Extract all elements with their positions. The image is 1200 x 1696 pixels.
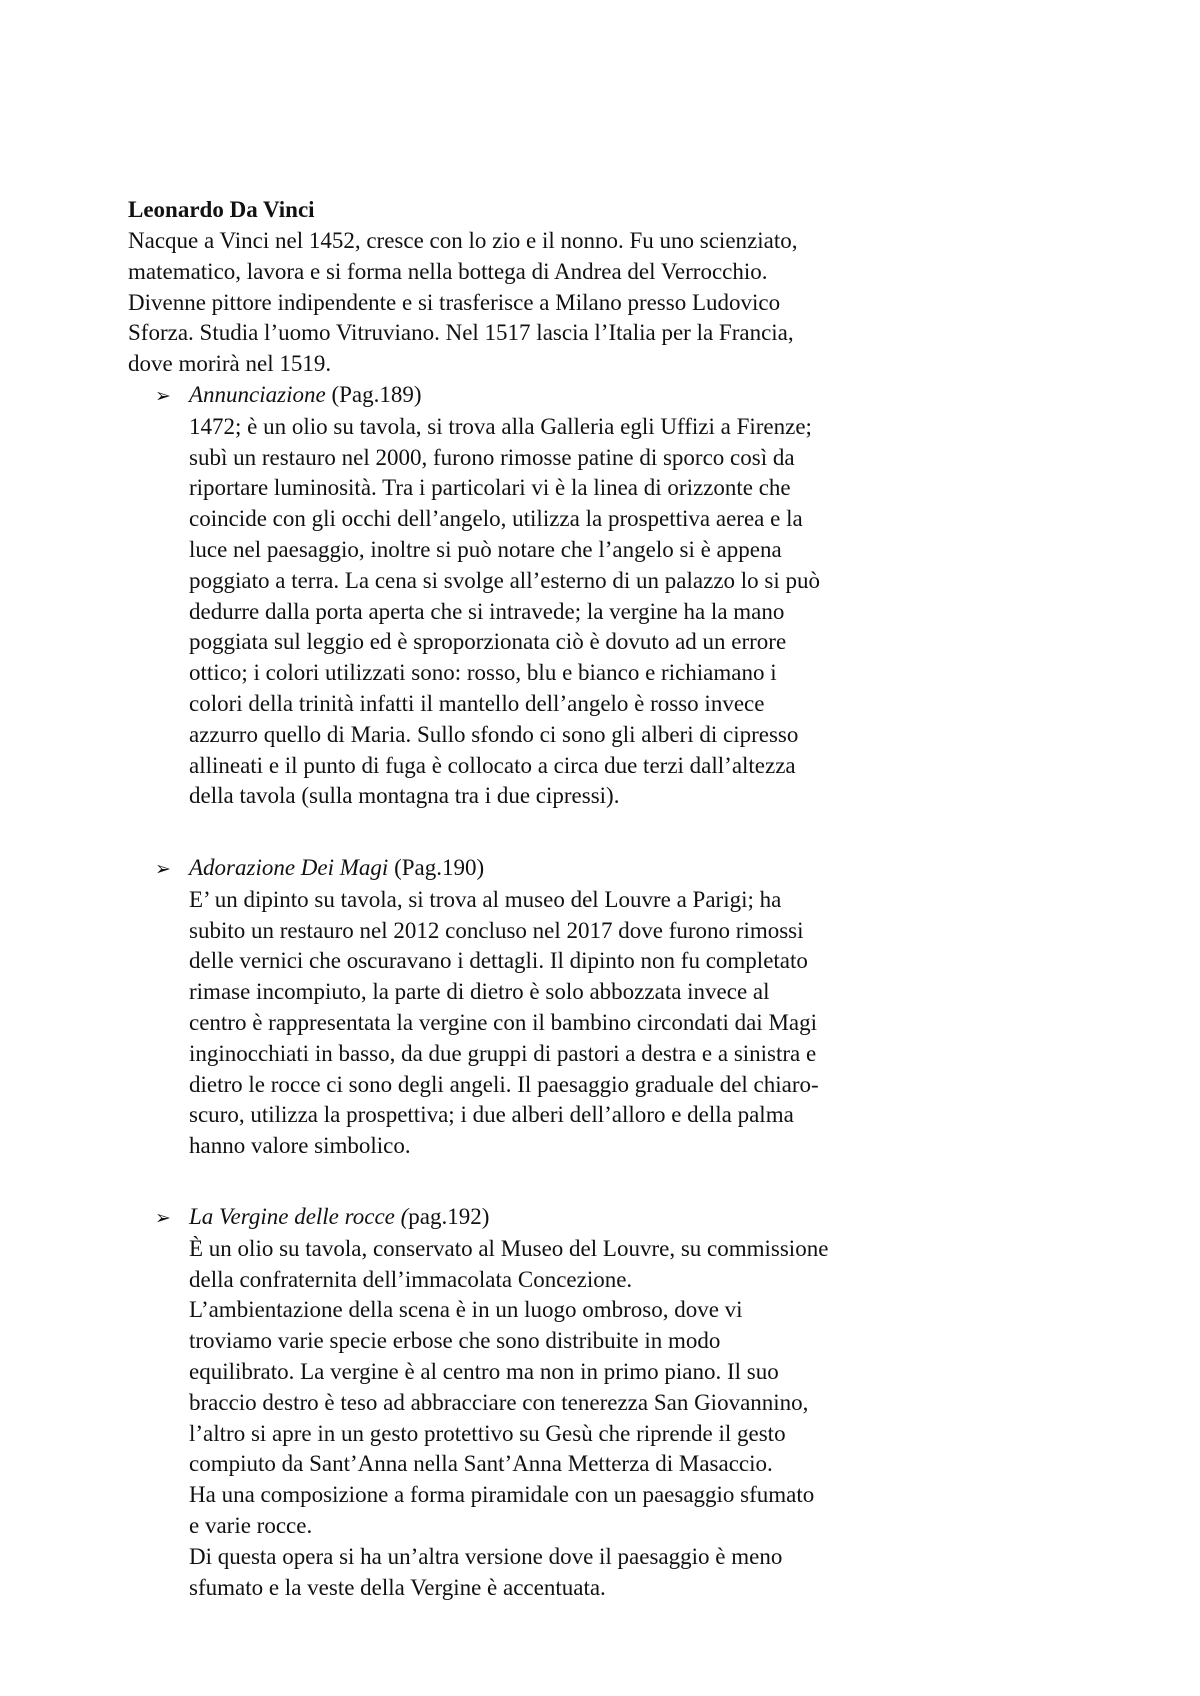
- work-title: Annunciazione: [189, 382, 326, 407]
- intro-line: dove morirà nel 1519.: [128, 351, 332, 377]
- document-title: Leonardo Da Vinci: [128, 197, 315, 222]
- work-title: Adorazione Dei Magi: [189, 855, 389, 880]
- section-vergine-delle-rocce: [155, 1202, 955, 1603]
- body-line: braccio destro è teso ad abbracciare con tenerezza San Giovannino,: [189, 1389, 809, 1415]
- body-line: ottico; i colori utilizzati sono: rosso, blu e bianco e richiamano i: [189, 660, 777, 686]
- body-line: colori della trinità infatti il mantello dell’angelo è rosso invece: [189, 690, 765, 716]
- page-reference: pag.192): [408, 1204, 490, 1229]
- intro-line: Divenne pittore indipendente e si trasferisce a Milano presso Ludovico: [128, 289, 781, 315]
- body-line: della tavola (sulla montagna tra i due cipressi).: [189, 783, 620, 809]
- body-line: poggiata sul leggio ed è sproporzionata ciò è dovuto ad un errore: [189, 629, 787, 655]
- body-line: troviamo varie specie erbose che sono distribuite in modo: [189, 1328, 721, 1354]
- body-line: riportare luminosità. Tra i particolari vi è la linea di orizzonte che: [189, 475, 791, 501]
- body-line: rimase incompiuto, la parte di dietro è solo abbozzata invece al: [189, 979, 770, 1005]
- body-line: centro è rappresentata la vergine con il bambino circondati dai Magi: [189, 1009, 817, 1035]
- section-heading: [155, 853, 955, 885]
- body-line: poggiato a terra. La cena si svolge all’esterno di un palazzo lo si può: [189, 567, 821, 593]
- body-line: allineati e il punto di fuga è collocato a circa due terzi dall’altezza: [189, 752, 796, 778]
- body-line: subito un restauro nel 2012 concluso nel 2017 dove furono rimossi: [189, 917, 804, 943]
- body-line: della confraternita dell’immacolata Concezione.: [189, 1266, 633, 1292]
- body-line: e varie rocce.: [189, 1512, 313, 1538]
- section-heading: [155, 380, 955, 412]
- section-body: [189, 412, 955, 812]
- body-line: luce nel paesaggio, inoltre si può notare che l’angelo si è appena: [189, 536, 782, 562]
- body-line: compiuto da Sant’Anna nella Sant’Anna Metterza di Masaccio.: [189, 1451, 773, 1477]
- body-line: equilibrato. La vergine è al centro ma non in primo piano. Il suo: [189, 1358, 779, 1384]
- body-line: l’altro si apre in un gesto protettivo su Gesù che riprende il gesto: [189, 1420, 786, 1446]
- body-line: inginocchiati in basso, da due gruppi di pastori a destra e a sinistra e: [189, 1040, 817, 1066]
- body-line: 1472; è un olio su tavola, si trova alla Galleria egli Uffizi a Firenze;: [189, 413, 812, 439]
- intro-line: matematico, lavora e si forma nella bottega di Andrea del Verrocchio.: [128, 258, 768, 284]
- section-adorazione-dei-magi: [155, 853, 955, 1162]
- section-annunciazione: [155, 380, 955, 812]
- arrow-bullet-icon: ➢: [155, 858, 171, 880]
- body-line: L’ambientazione della scena è in un luogo ombroso, dove vi: [189, 1297, 743, 1323]
- body-line: hanno valore simbolico.: [189, 1133, 411, 1159]
- body-line: E’ un dipinto su tavola, si trova al museo del Louvre a Parigi; ha: [189, 886, 782, 912]
- body-line: scuro, utilizza la prospettiva; i due alberi dell’alloro e della palma: [189, 1102, 794, 1128]
- body-line: È un olio su tavola, conservato al Museo del Louvre, su commissione: [189, 1235, 829, 1261]
- page-reference: (Pag.189): [325, 382, 422, 407]
- body-line: Di questa opera si ha un’altra versione dove il paesaggio è meno: [189, 1543, 783, 1569]
- section-heading: [155, 1202, 955, 1234]
- arrow-bullet-icon: ➢: [155, 385, 171, 407]
- body-line: dietro le rocce ci sono degli angeli. Il paesaggio graduale del chiaro-: [189, 1071, 819, 1097]
- body-line: sfumato e la veste della Vergine è accentuata.: [189, 1574, 606, 1600]
- body-line: delle vernici che oscuravano i dettagli. Il dipinto non fu completato: [189, 948, 808, 974]
- body-line: subì un restauro nel 2000, furono rimosse patine di sporco così da: [189, 444, 795, 470]
- body-line: coincide con gli occhi dell’angelo, utilizza la prospettiva aerea e la: [189, 506, 803, 532]
- body-line: azzurro quello di Maria. Sullo sfondo ci sono gli alberi di cipresso: [189, 721, 799, 747]
- intro-paragraph: [128, 226, 928, 380]
- page-reference: (Pag.190): [388, 855, 485, 880]
- body-line: dedurre dalla porta aperta che si intravede; la vergine ha la mano: [189, 598, 785, 624]
- intro-line: Sforza. Studia l’uomo Vitruviano. Nel 1517 lascia l’Italia per la Francia,: [128, 320, 794, 346]
- section-body: [189, 1234, 955, 1604]
- section-body: [189, 885, 955, 1162]
- work-title: La Vergine delle rocce (: [189, 1204, 409, 1229]
- arrow-bullet-icon: ➢: [155, 1207, 171, 1229]
- intro-line: Nacque a Vinci nel 1452, cresce con lo zio e il nonno. Fu uno scienziato,: [128, 228, 798, 253]
- body-line: Ha una composizione a forma piramidale con un paesaggio sfumato: [189, 1482, 815, 1508]
